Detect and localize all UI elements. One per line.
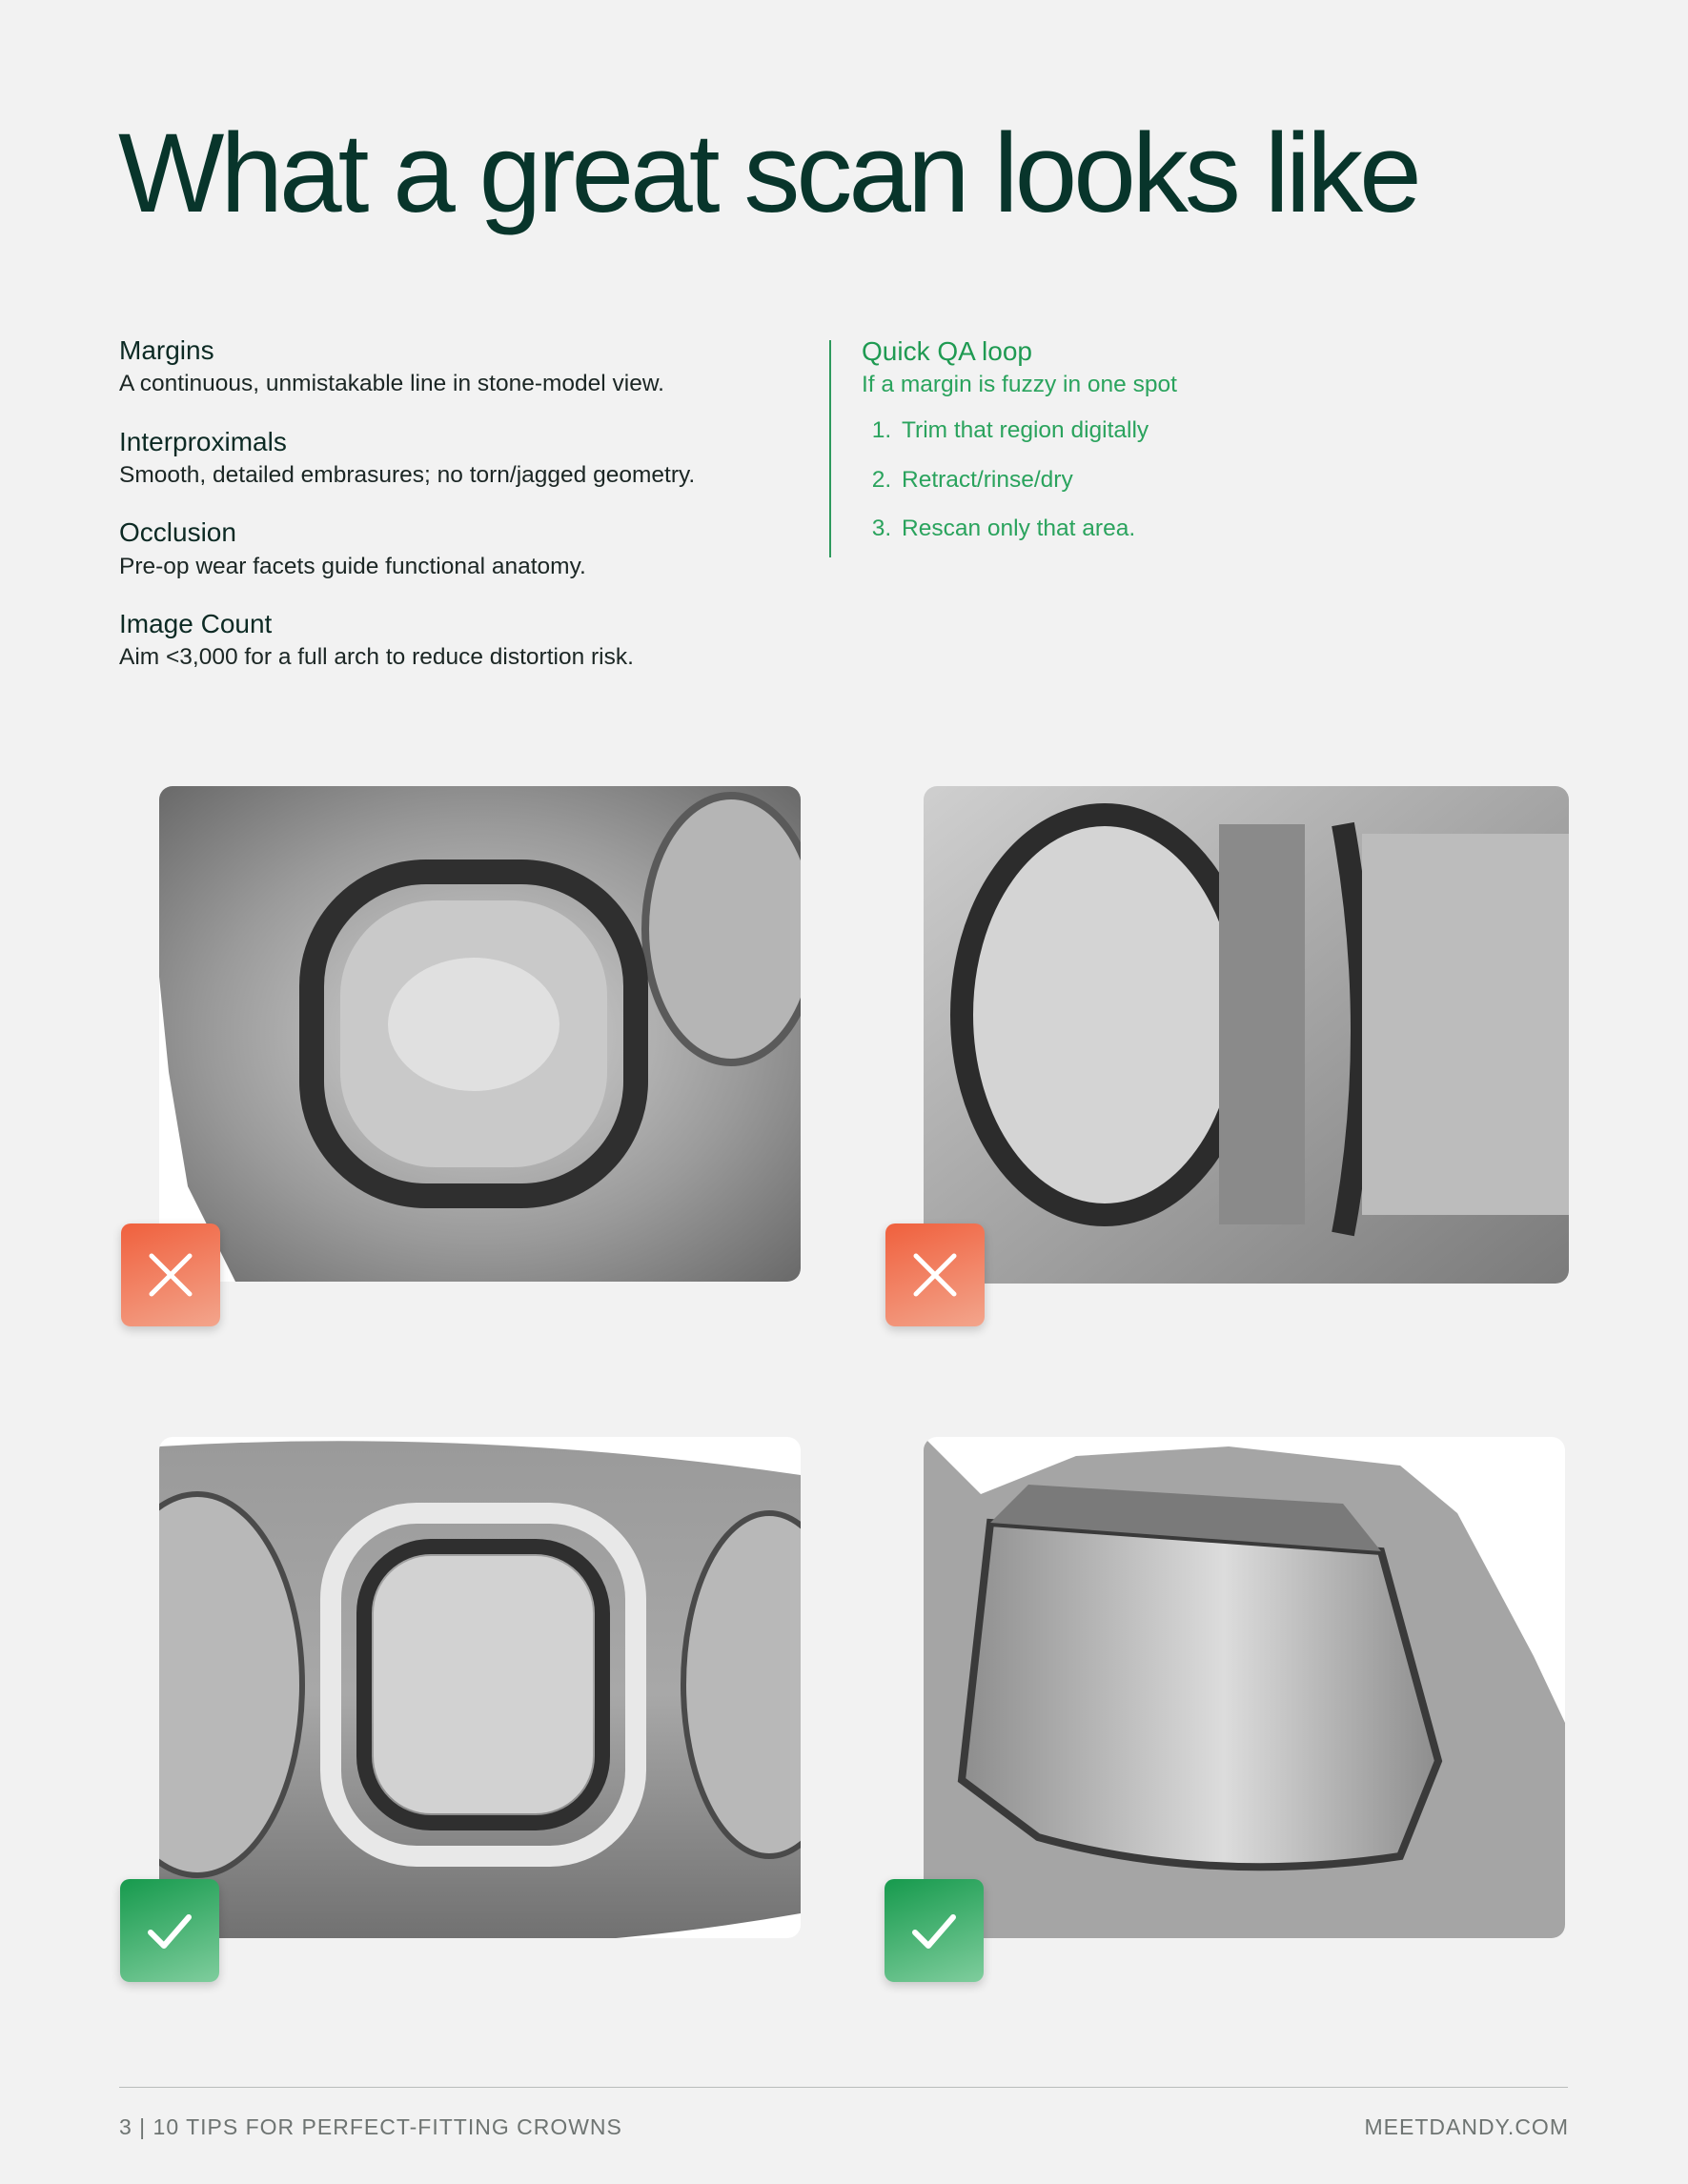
incorrect-badge xyxy=(121,1223,220,1326)
criteria-item-margins xyxy=(119,334,805,401)
footer-divider xyxy=(119,2087,1568,2088)
qa-loop-panel xyxy=(829,336,1357,557)
qa-loop-heading: Quick QA loop xyxy=(862,336,1032,366)
incorrect-badge xyxy=(885,1223,985,1326)
criteria-heading: Image Count xyxy=(119,609,273,639)
qa-step: 1. Trim that region digitally xyxy=(898,415,1357,446)
criteria-list xyxy=(119,334,805,698)
x-mark-icon xyxy=(144,1248,197,1302)
qa-step: 2. Retract/rinse/dry xyxy=(898,465,1357,495)
criteria-item-interproximals xyxy=(119,425,805,493)
checkmark-icon xyxy=(143,1904,196,1957)
footer-site-link[interactable]: MEETDANDY.COM xyxy=(1364,2114,1569,2139)
qa-step: 3. Rescan only that area. xyxy=(898,514,1357,544)
criteria-text: Pre-op wear facets guide functional anatomy. xyxy=(119,553,586,579)
x-mark-icon xyxy=(908,1248,962,1302)
footer-page-label: 3 | 10 TIPS FOR PERFECT-FITTING CROWNS xyxy=(119,2114,622,2139)
criteria-item-image-count xyxy=(119,607,805,675)
qa-loop-subheading: If a margin is fuzzy in one spot xyxy=(862,372,1177,398)
qa-loop-steps xyxy=(862,415,1357,545)
checkmark-icon xyxy=(907,1904,961,1957)
criteria-heading: Margins xyxy=(119,335,214,365)
correct-badge xyxy=(885,1879,984,1982)
page-title: What a great scan looks like xyxy=(118,111,1418,236)
criteria-text: Smooth, detailed embrasures; no torn/jagged geometry. xyxy=(119,462,696,489)
criteria-text: A continuous, unmistakable line in stone-model view. xyxy=(119,371,664,397)
criteria-heading: Interproximals xyxy=(119,426,287,456)
scan-image-bad-interproximal xyxy=(924,786,1569,1284)
criteria-heading: Occlusion xyxy=(119,517,236,548)
correct-badge xyxy=(120,1879,219,1982)
scan-image-good-margin xyxy=(159,1437,801,1938)
scan-image-bad-margin xyxy=(159,786,801,1282)
criteria-text: Aim <3,000 for a full arch to reduce distortion risk. xyxy=(119,644,634,671)
criteria-item-occlusion xyxy=(119,516,805,583)
scan-image-good-preparation xyxy=(924,1437,1565,1938)
